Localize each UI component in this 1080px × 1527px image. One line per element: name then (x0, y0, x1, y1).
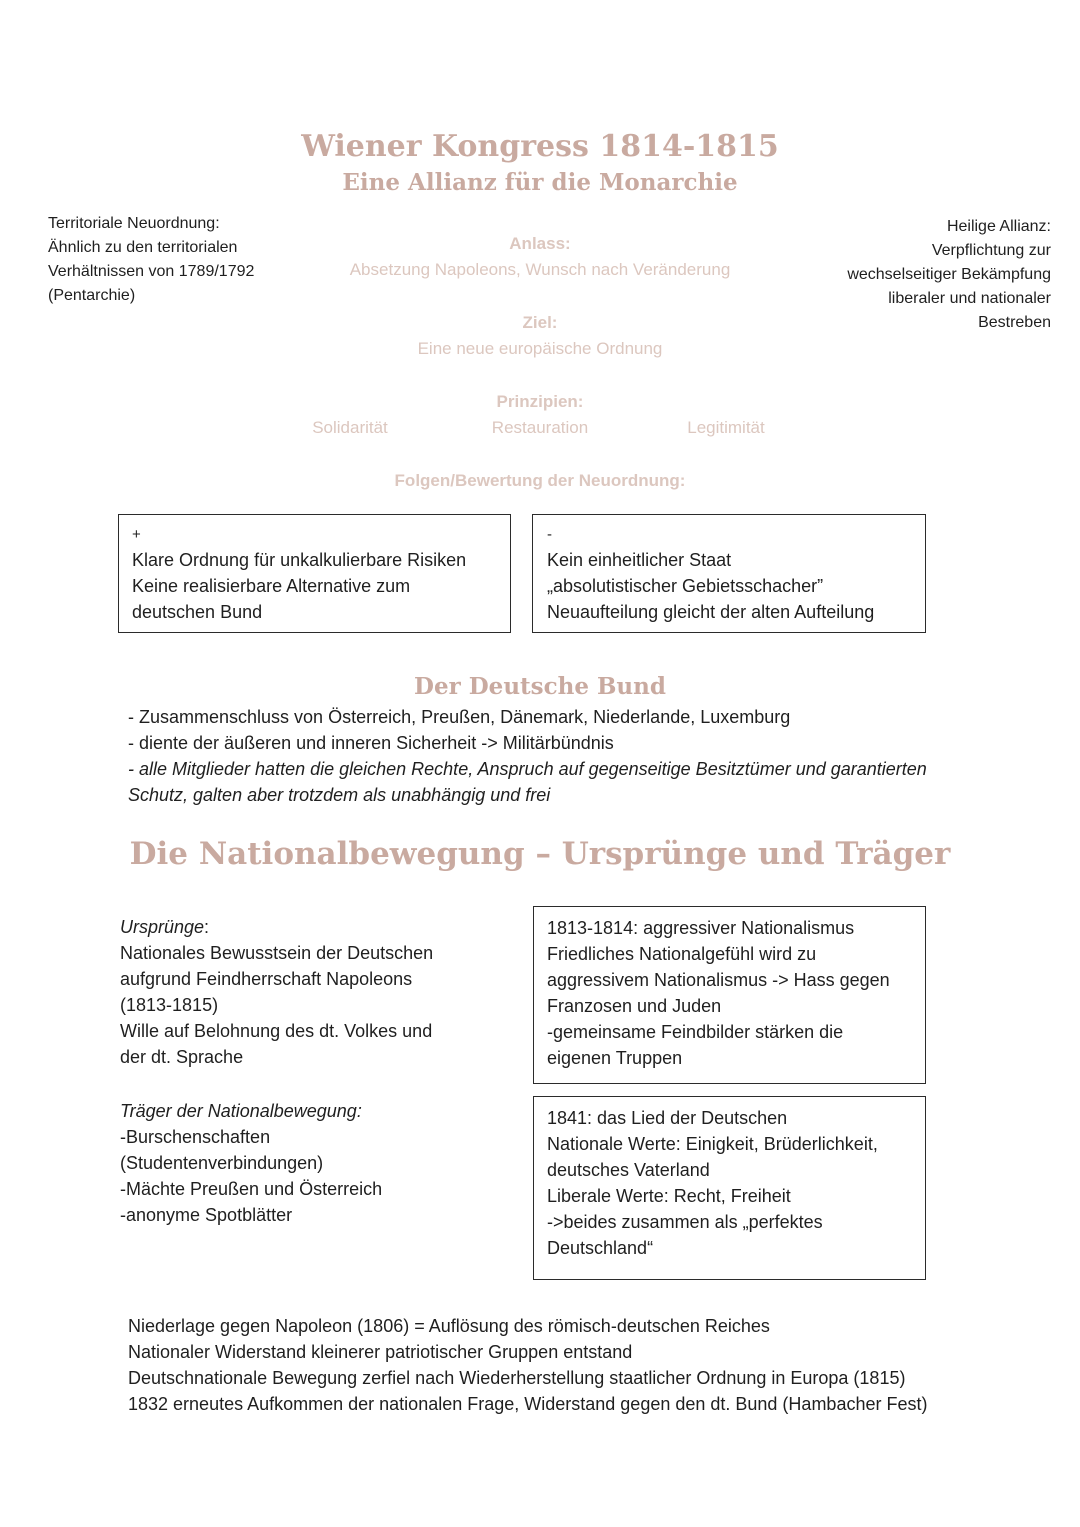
note-line: Territoriale Neuordnung: (48, 215, 220, 232)
prinzip-solidaritaet: Solidarität (312, 418, 388, 437)
box-line: deutsches Vaterland (547, 1160, 710, 1180)
box-line: 1841: das Lied der Deutschen (547, 1108, 788, 1128)
minus-line: Neuaufteilung gleicht der alten Aufteilung (547, 602, 875, 622)
trager-heading: Träger der Nationalbewegung: (120, 1101, 362, 1121)
plus-line: Klare Ordnung für unkalkulierbare Risiken (132, 550, 467, 570)
ursprunge-line: (1813-1815) (120, 995, 219, 1015)
bund-item: Schutz, galten aber trotzdem als unabhängig und frei (128, 785, 551, 805)
box-line: Friedliches Nationalgefühl wird zu (547, 944, 817, 964)
ziel-label: Ziel: (522, 313, 558, 332)
note-line: Verhältnissen von 1789/1792 (48, 263, 255, 280)
minus-sign: - (547, 526, 552, 543)
box-line: 1813-1814: aggressiver Nationalismus (547, 918, 855, 938)
ursprunge-line: der dt. Sprache (120, 1047, 244, 1067)
footer-line: Niederlage gegen Napoleon (1806) = Auflösung des römisch-deutschen Reiches (128, 1316, 770, 1336)
bund-title: Der Deutsche Bund (414, 673, 666, 700)
box-line: Deutschland“ (547, 1238, 654, 1258)
anlass-text: Absetzung Napoleons, Wunsch nach Veränderung (349, 260, 731, 279)
plus-line: Keine realisierbare Alternative zum (132, 576, 411, 596)
ursprunge-section (120, 914, 433, 1070)
note-line: Heilige Allianz: (946, 218, 1051, 235)
ursprunge-line: Wille auf Belohnung des dt. Volkes und (120, 1021, 433, 1041)
folgen-label: Folgen/Bewertung der Neuordnung: (394, 471, 686, 490)
ursprunge-heading (120, 914, 433, 940)
ursprunge-label: Ursprünge (120, 917, 205, 937)
prinzipien-label: Prinzipien: (496, 392, 584, 411)
box-line: ->beides zusammen als „perfektes (547, 1212, 823, 1232)
bund-item: - alle Mitglieder hatten die gleichen Rechte, Anspruch auf gegenseitige Besitztümer und garantierten (128, 759, 927, 779)
prinzip-legitimitaet: Legitimität (687, 418, 765, 437)
trager-line: -Mächte Preußen und Österreich (120, 1179, 383, 1199)
trager-line: (Studentenverbindungen) (120, 1153, 324, 1173)
footer-line: Nationaler Widerstand kleinerer patriotischer Gruppen entstand (128, 1342, 633, 1362)
note-line: Bestreben (978, 314, 1051, 331)
bund-item: - diente der äußeren und inneren Sicherheit -> Militärbündnis (128, 733, 614, 753)
box-line: Liberale Werte: Recht, Freiheit (547, 1186, 791, 1206)
ursprunge-line: Nationales Bewusstsein der Deutschen (120, 943, 434, 963)
minus-line: Kein einheitlicher Staat (547, 550, 732, 570)
ursprunge-line: aufgrund Feindherrschaft Napoleons (120, 969, 413, 989)
plus-sign: + (132, 526, 141, 543)
box-line: Franzosen und Juden (547, 996, 722, 1016)
box-line: eigenen Truppen (547, 1048, 683, 1068)
footer-line: Deutschnationale Bewegung zerfiel nach Wiederherstellung staatlicher Ordnung in Europa (1815) (128, 1368, 906, 1388)
minus-line: „absolutistischer Gebietsschacher” (547, 576, 824, 596)
plus-line: deutschen Bund (132, 602, 263, 622)
note-line: liberaler und nationaler (888, 290, 1051, 307)
trager-section (120, 1098, 382, 1228)
footer-line: 1832 erneutes Aufkommen der nationalen Frage, Widerstand gegen den dt. Bund (Hambacher Fest) (128, 1394, 928, 1414)
anlass-label: Anlass: (509, 234, 571, 253)
note-line: Verpflichtung zur (931, 242, 1051, 259)
note-line: (Pentarchie) (48, 287, 136, 304)
trager-line: -Burschenschaften (120, 1127, 271, 1147)
bund-item: - Zusammenschluss von Österreich, Preußen, Dänemark, Niederlande, Luxemburg (128, 707, 791, 727)
folgen-minus-box (532, 514, 926, 633)
box-line: aggressivem Nationalismus -> Hass gegen (547, 970, 890, 990)
footer-summary (128, 1313, 927, 1417)
national-title: Die Nationalbewegung – Ursprünge und Träger (129, 836, 951, 872)
note-line: wechselseitiger Bekämpfung (847, 266, 1051, 283)
folgen-plus-box (118, 514, 511, 633)
box-line: -gemeinsame Feindbilder stärken die (547, 1022, 844, 1042)
box-line: Nationale Werte: Einigkeit, Brüderlichkeit, (547, 1134, 878, 1154)
prinzip-restauration: Restauration (491, 418, 589, 437)
bund-list (128, 704, 927, 808)
trager-line: -anonyme Spotblätter (120, 1205, 293, 1225)
nationalismus-box (533, 906, 926, 1084)
ursprunge-colon: : (204, 917, 210, 937)
page-subtitle: Eine Allianz für die Monarchie (342, 169, 738, 196)
note-line: Ähnlich zu den territorialen (48, 239, 238, 256)
ziel-text: Eine neue europäische Ordnung (417, 339, 663, 358)
lied-der-deutschen-box (533, 1096, 926, 1280)
page-title: Wiener Kongress 1814-1815 (301, 129, 779, 164)
